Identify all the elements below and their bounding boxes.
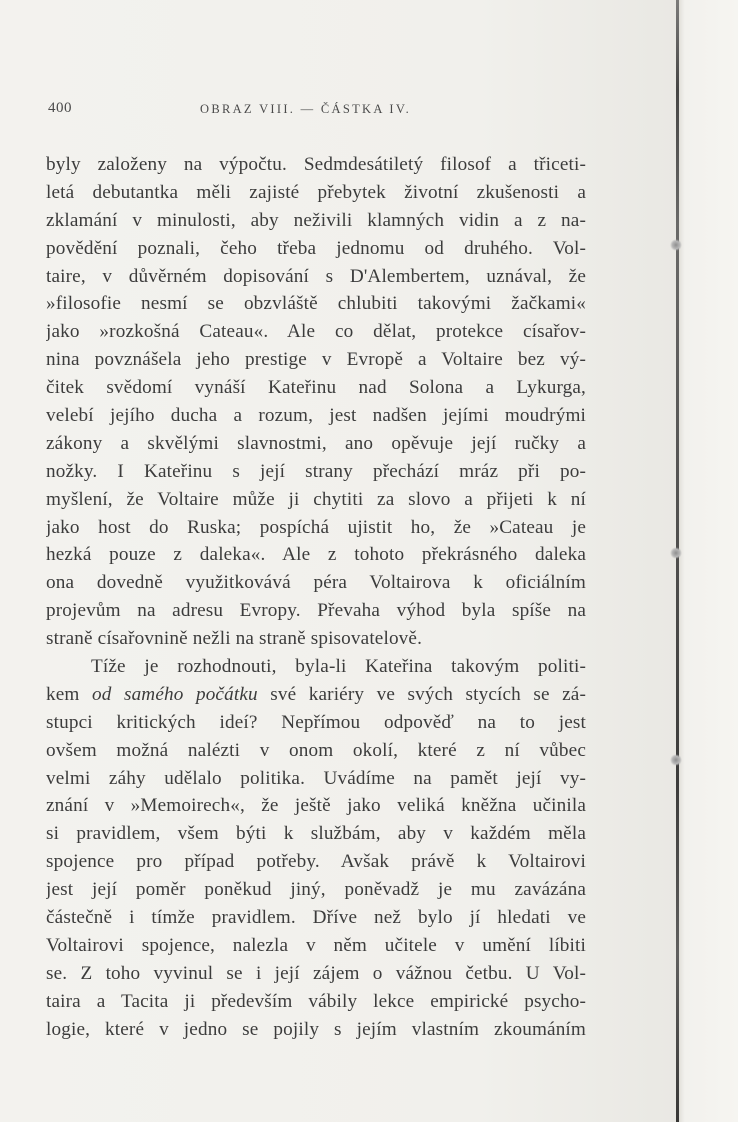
text-line: Voltairovi spojence, nalezla v něm učitele v umění líbiti <box>46 934 586 956</box>
emphasized-phrase: od samého počátku <box>91 683 258 705</box>
text-line: myšlení, že Voltaire může ji chytiti za slovo a přijeti k ní <box>46 488 586 510</box>
text-line: nožky. I Kateřinu s její strany přechází mráz při po- <box>46 460 586 482</box>
text-line: letá debutantka měli zajisté přebytek životní zkušenosti a <box>46 181 586 203</box>
body-text <box>46 151 586 1044</box>
text-line: ovšem možná nalézti v onom okolí, které z ní vůbec <box>46 739 586 761</box>
text-line: částečně i tímže pravidlem. Dříve než bylo jí hledati ve <box>46 907 586 929</box>
page-gutter <box>676 0 738 1122</box>
text-line: taira a Tacita ji především vábily lekce empirické psycho- <box>46 990 586 1012</box>
text-line: stupci kritických ideí? Nepřímou odpověď na to jest <box>46 711 586 733</box>
text-line: straně císařovnině nežli na straně spisovatelově. <box>46 628 423 650</box>
text-line: taire, v důvěrném dopisování s D'Alembertem, uznával, že <box>46 265 586 287</box>
text-line: byly založeny na výpočtu. Sedmdesátiletý filosof a třiceti- <box>46 154 586 175</box>
binding-edge <box>676 0 679 1122</box>
text-line: znání v »Memoirech«, že ještě jako veliká kněžna učinila <box>46 795 586 817</box>
text-line: ona dovedně využitkovává péra Voltairova k oficiálním <box>46 572 586 594</box>
text-line: nina povznášela jeho prestige v Evropě a Voltaire bez vý- <box>46 349 586 371</box>
text-line: povědění poznali, čeho třeba jednomu od druhého. Vol- <box>46 237 586 259</box>
text-line: jest její poměr poněkud jiný, poněvadž je mu zavázána <box>46 879 586 901</box>
text-line: zklamání v minulosti, aby neživili klamných vidin a z na- <box>46 209 586 231</box>
binding-hole-mark <box>670 239 682 251</box>
text-fragment: kem <box>46 683 80 705</box>
running-header <box>48 100 608 120</box>
text-line: zákony a skvělými slavnostmi, ano opěvuje její ručky a <box>46 432 586 454</box>
text-line: si pravidlem, všem býti k službám, aby v každém měla <box>46 823 586 845</box>
text-line: jako host do Ruska; pospíchá ujistit ho, že »Cateau je <box>46 516 586 538</box>
binding-hole-mark <box>670 547 682 559</box>
text-line: velebí jejího ducha a rozum, jest nadšen jejími moudrými <box>46 405 586 427</box>
text-line: čitek svědomí vynáší Kateřinu nad Solona a Lykurga, <box>46 377 586 399</box>
text-line: »filosofie nesmí se obzvláště chlubiti takovými žačkami« <box>46 293 586 315</box>
page-number: 400 <box>48 100 72 116</box>
text-line: se. Z toho vyvinul se i její zájem o vážnou četbu. U Vol- <box>46 962 586 984</box>
text-line: jako »rozkošná Cateau«. Ale co dělat, protekce císařov- <box>46 321 586 343</box>
text-line: projevům na adresu Evropy. Převaha výhod byla spíše na <box>46 600 586 622</box>
running-title: OBRAZ VIII. — ČÁSTKA IV. <box>200 102 411 116</box>
text-line: velmi záhy udělalo politika. Uvádíme na pamět její vy- <box>46 767 586 789</box>
text-line: logie, které v jedno se pojily s jejím vlastním zkoumáním <box>46 1018 586 1040</box>
text-line: Tíže je rozhodnouti, byla-li Kateřina takovým politi- <box>91 656 586 678</box>
text-line <box>46 681 586 709</box>
text-line: spojence pro případ potřeby. Avšak právě k Voltairovi <box>46 851 586 873</box>
binding-hole-mark <box>670 754 682 766</box>
text-fragment: své kariéry ve svých stycích se zá- <box>270 683 586 705</box>
text-line: hezká pouze z daleka«. Ale z tohoto překrásného daleka <box>46 544 586 566</box>
